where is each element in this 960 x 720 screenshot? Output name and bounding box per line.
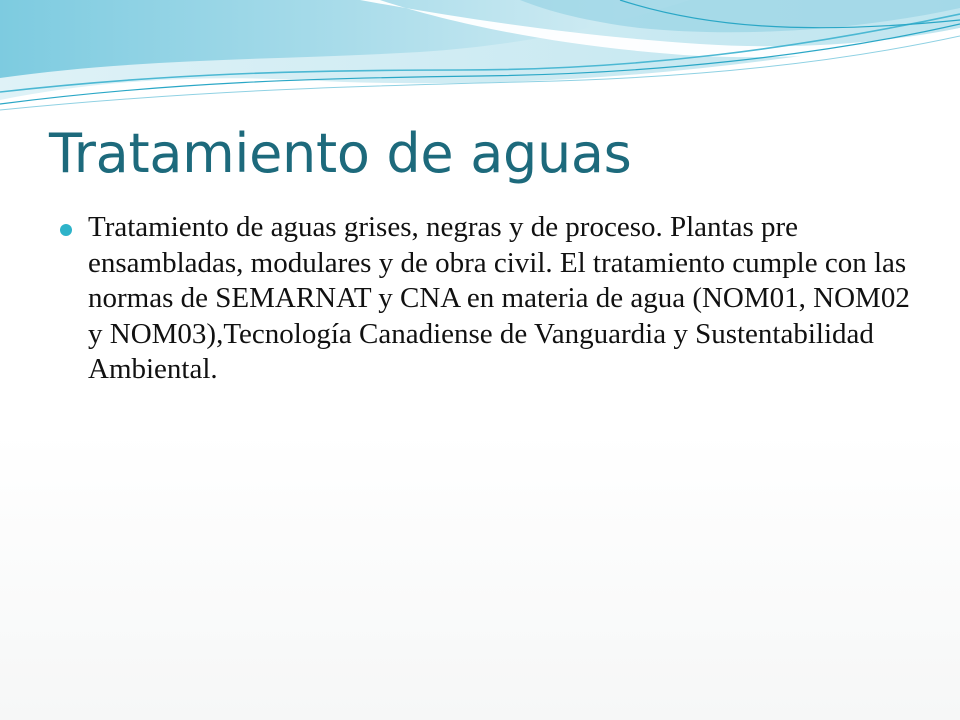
slide-title: Tratamiento de aguas [49,122,632,185]
header-wave-decoration [0,0,960,120]
bullet-list [60,210,910,388]
bullet-dot-icon [60,224,72,236]
bullet-item [60,210,910,388]
bullet-text: Tratamiento de aguas grises, negras y de proceso. Plantas pre ensambladas, modulares y de obra civil. El tratamiento cumple con las normas de SEMARNAT y CNA en materia de agua (NOM01, NOM02 y NOM03),Tecnología Canadiense de Vanguardia y Sustentabilidad Ambiental. [88,211,910,385]
